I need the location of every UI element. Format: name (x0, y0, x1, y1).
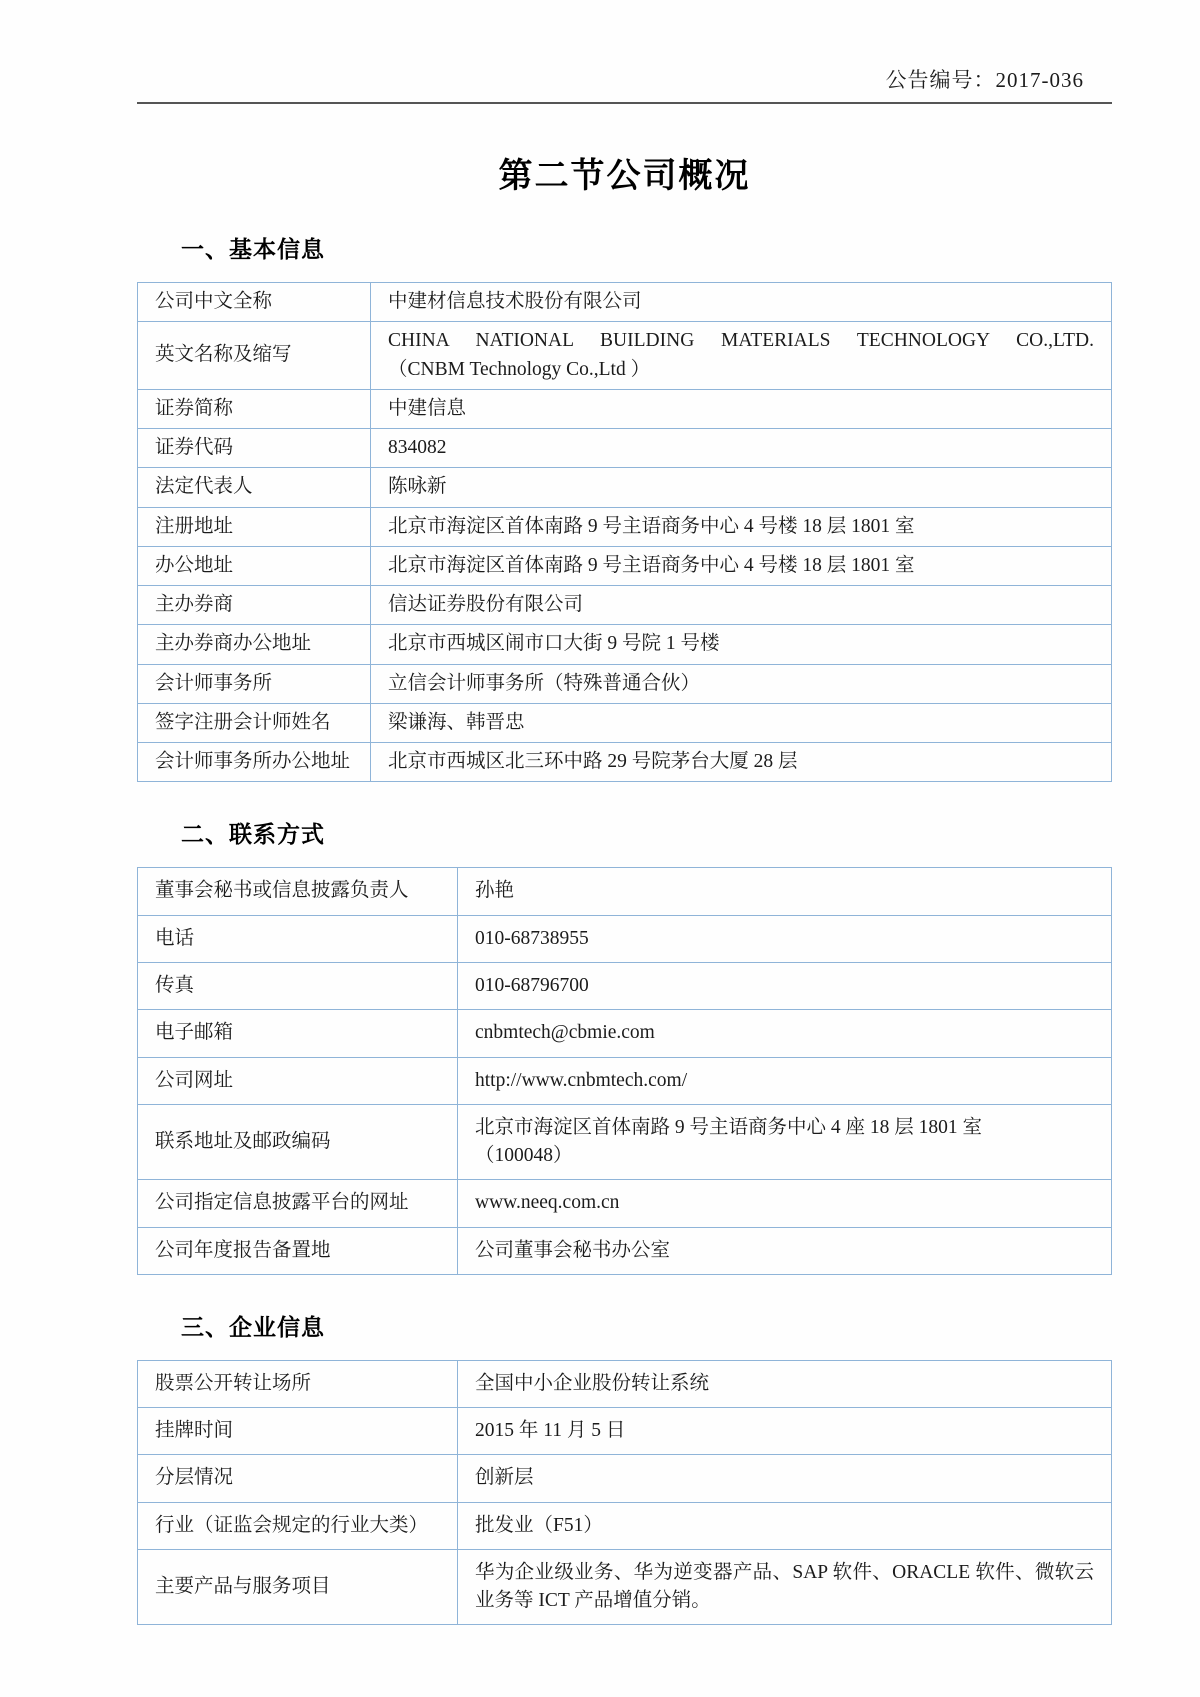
table-row (138, 1180, 1112, 1227)
contact-info-table (137, 867, 1112, 1274)
document-header (137, 0, 1112, 104)
row-label: 股票公开转让场所 (138, 1360, 458, 1407)
row-label: 联系地址及邮政编码 (138, 1104, 458, 1180)
table-row (138, 1227, 1112, 1274)
row-label: 会计师事务所 (138, 664, 371, 703)
row-label: 英文名称及缩写 (138, 322, 371, 390)
section-heading-enterprise-info: 三、企业信息 (181, 1313, 325, 1340)
table-row (138, 625, 1112, 664)
table-row (138, 507, 1112, 546)
row-label: 证券代码 (138, 429, 371, 468)
row-value: 信达证券股份有限公司 (371, 586, 1112, 625)
row-value: 批发业（F51） (458, 1502, 1112, 1549)
bottom-margin (137, 1625, 1112, 1697)
row-label: 电子邮箱 (138, 1010, 458, 1057)
row-label: 董事会秘书或信息披露负责人 (138, 868, 458, 915)
row-label: 挂牌时间 (138, 1408, 458, 1455)
row-value: 孙艳 (458, 868, 1112, 915)
row-value: 北京市海淀区首体南路 9 号主语商务中心 4 号楼 18 层 1801 室 (371, 546, 1112, 585)
row-label: 传真 (138, 962, 458, 1009)
row-value: 梁谦海、韩晋忠 (371, 703, 1112, 742)
table-row (138, 915, 1112, 962)
table-row (138, 283, 1112, 322)
table-row (138, 1455, 1112, 1502)
table-row (138, 468, 1112, 507)
row-value (371, 322, 1112, 390)
row-value: 北京市西城区闹市口大街 9 号院 1 号楼 (371, 625, 1112, 664)
row-value: 北京市西城区北三环中路 29 号院茅台大厦 28 层 (371, 743, 1112, 782)
table-row (138, 962, 1112, 1009)
row-value: 立信会计师事务所（特殊普通合伙） (371, 664, 1112, 703)
row-label: 证券简称 (138, 389, 371, 428)
row-value: 中建材信息技术股份有限公司 (371, 283, 1112, 322)
row-label: 公司中文全称 (138, 283, 371, 322)
row-label: 会计师事务所办公地址 (138, 743, 371, 782)
table-row (138, 1502, 1112, 1549)
row-label: 签字注册会计师姓名 (138, 703, 371, 742)
table-row (138, 1010, 1112, 1057)
row-label: 公司指定信息披露平台的网址 (138, 1180, 458, 1227)
table-row (138, 586, 1112, 625)
table-row (138, 743, 1112, 782)
table-row (138, 389, 1112, 428)
enterprise-info-table (137, 1360, 1112, 1626)
table-row (138, 868, 1112, 915)
row-label: 公司年度报告备置地 (138, 1227, 458, 1274)
basic-info-table (137, 282, 1112, 782)
value-line: 北京市海淀区首体南路 9 号主语商务中心 4 座 18 层 1801 室 (475, 1116, 983, 1138)
row-value: 创新层 (458, 1455, 1112, 1502)
table-row (138, 546, 1112, 585)
row-label: 公司网址 (138, 1057, 458, 1104)
document-content (137, 0, 1112, 1697)
row-value: 全国中小企业股份转让系统 (458, 1360, 1112, 1407)
row-value: 北京市海淀区首体南路 9 号主语商务中心 4 号楼 18 层 1801 室 (371, 507, 1112, 546)
table-row (138, 1408, 1112, 1455)
row-value: 公司董事会秘书办公室 (458, 1227, 1112, 1274)
section-heading-contact-info: 二、联系方式 (181, 821, 325, 848)
table-row (138, 664, 1112, 703)
table-row (138, 1057, 1112, 1104)
row-value: 中建信息 (371, 389, 1112, 428)
row-value: www.neeq.com.cn (458, 1180, 1112, 1227)
row-value: 010-68796700 (458, 962, 1112, 1009)
row-label: 电话 (138, 915, 458, 962)
table-row (138, 322, 1112, 390)
row-value: 陈咏新 (371, 468, 1112, 507)
table-row (138, 1549, 1112, 1625)
value-line: （CNBM Technology Co.,Ltd ） (388, 358, 651, 380)
row-value: 834082 (371, 429, 1112, 468)
row-value: 010-68738955 (458, 915, 1112, 962)
table-row (138, 1360, 1112, 1407)
table-row (138, 429, 1112, 468)
row-value: http://www.cnbmtech.com/ (458, 1057, 1112, 1104)
row-label: 分层情况 (138, 1455, 458, 1502)
row-label: 主要产品与服务项目 (138, 1549, 458, 1625)
section-heading-basic-info: 一、基本信息 (181, 236, 325, 262)
header-divider (137, 102, 1112, 104)
value-line: （100048） (475, 1145, 573, 1167)
row-label: 办公地址 (138, 546, 371, 585)
row-value: 2015 年 11 月 5 日 (458, 1408, 1112, 1455)
page-title: 第二节公司概况 (498, 157, 751, 195)
row-label: 法定代表人 (138, 468, 371, 507)
row-label: 行业（证监会规定的行业大类） (138, 1502, 458, 1549)
row-label: 注册地址 (138, 507, 371, 546)
row-value (458, 1104, 1112, 1180)
table-row (138, 1104, 1112, 1180)
announcement-number: 公告编号：2017-036 (885, 68, 1084, 92)
row-label: 主办券商办公地址 (138, 625, 371, 664)
row-label: 主办券商 (138, 586, 371, 625)
value-line: CHINA NATIONAL BUILDING MATERIALS TECHNOLOGY CO.,LTD. (388, 330, 1094, 352)
row-value: cnbmtech@cbmie.com (458, 1010, 1112, 1057)
row-value: 华为企业级业务、华为逆变器产品、SAP 软件、ORACLE 软件、微软云业务等 ICT 产品增值分销。 (458, 1549, 1112, 1625)
table-row (138, 703, 1112, 742)
